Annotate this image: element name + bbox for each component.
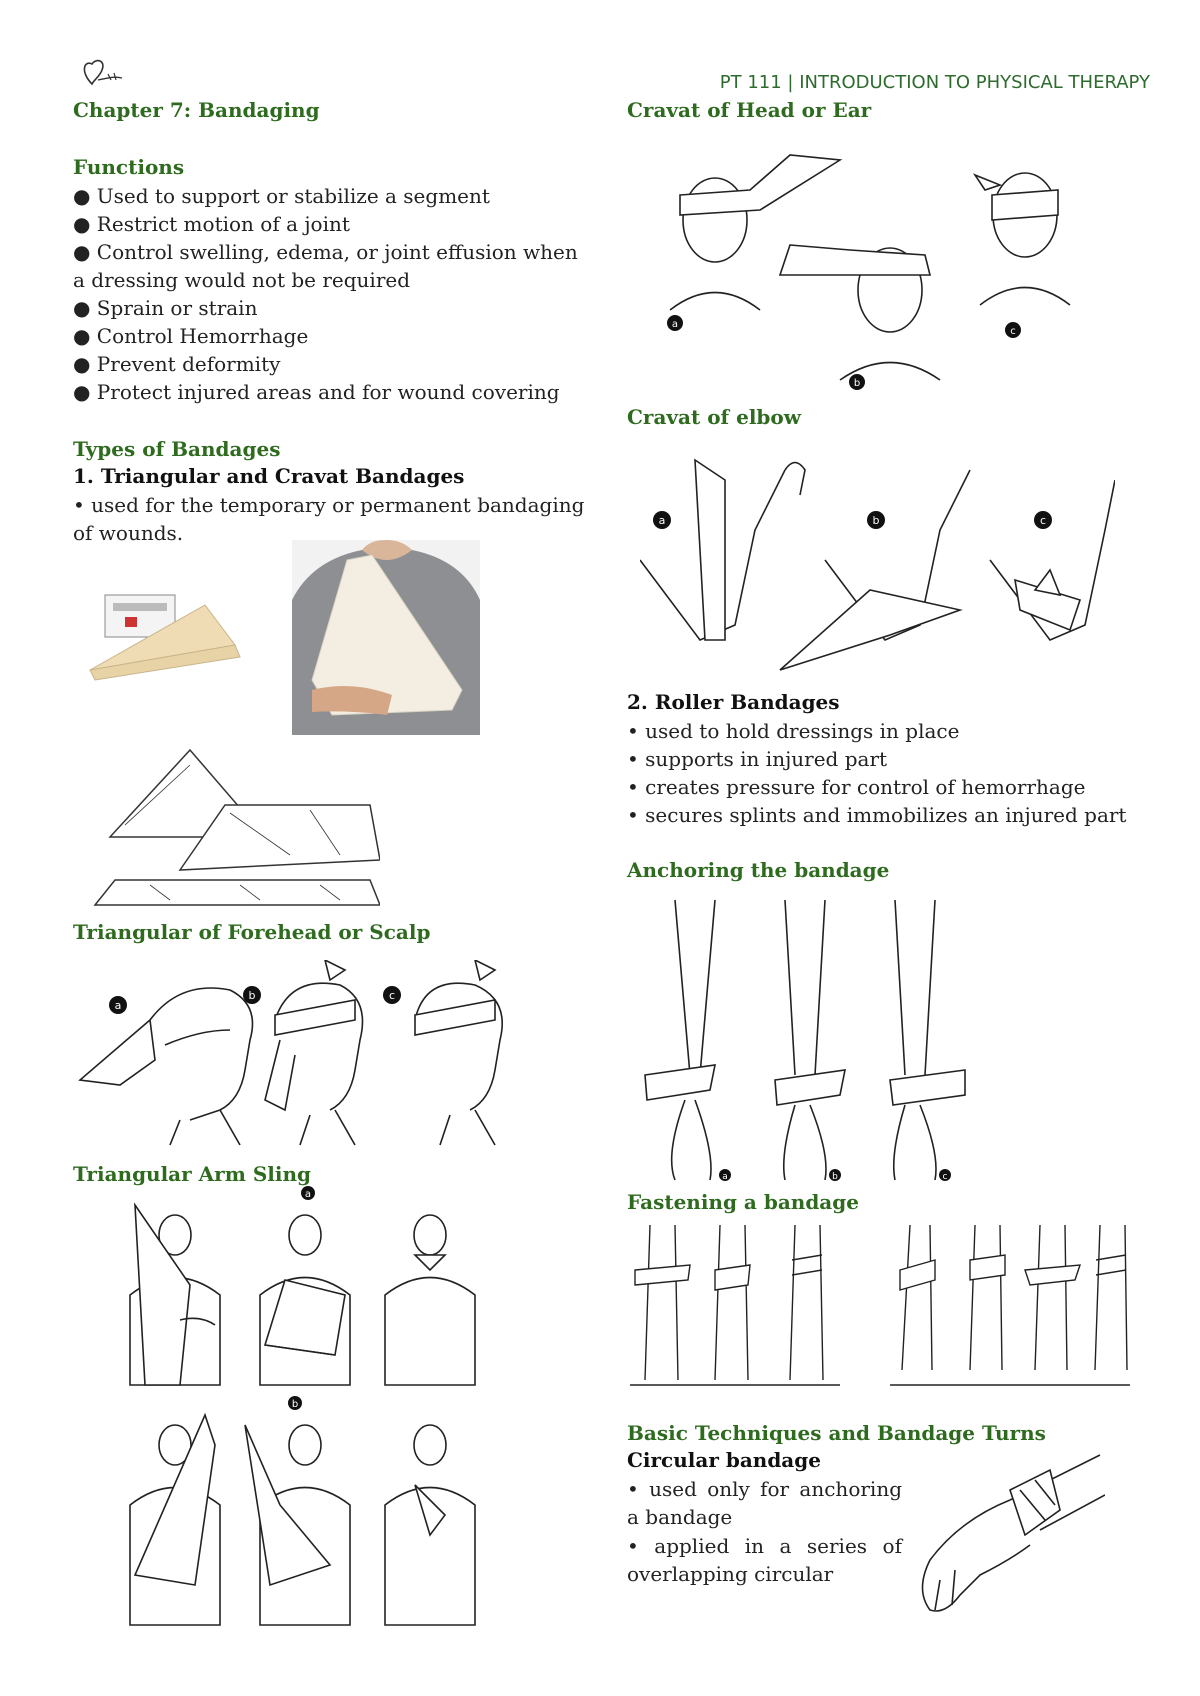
anchoring-figure [635,895,980,1185]
anchoring-heading: Anchoring the bandage [627,858,890,882]
triangle-folding-diagram [90,745,380,910]
forehead-heading: Triangular of Forehead or Scalp [73,920,431,944]
types-heading: Types of Bandages [73,437,281,461]
figure-label-b: b [872,514,880,527]
type1-title: 1. Triangular and Cravat Bandages [73,464,465,488]
arm-sling-figure [120,1185,490,1665]
list-item: ● Prevent deformity [73,352,281,376]
list-item: ● Sprain or strain [73,296,258,320]
circular-bandage-figure [910,1450,1105,1620]
list-item: ● Protect injured areas and for wound covering [73,380,560,404]
list-item: ● Used to support or stabilize a segment [73,184,490,208]
figure-label-c: c [1039,514,1047,527]
figure-label-a: a [722,1172,728,1182]
chapter-title: Chapter 7: Bandaging [73,98,320,122]
cravat-head-figure [640,135,1080,395]
list-item: • supports in injured part [627,747,888,771]
type2-title: 2. Roller Bandages [627,690,840,714]
functions-heading: Functions [73,155,185,179]
figure-label-a: a [671,319,679,330]
figure-label-c: c [942,1172,948,1182]
figure-label-a: a [114,999,122,1012]
fastening-heading: Fastening a bandage [627,1190,859,1214]
figure-label-c: c [388,989,396,1002]
arm-sling-photo [292,540,480,735]
list-item: • used to hold dressings in place [627,719,960,743]
course-header: PT 111 | INTRODUCTION TO PHYSICAL THERAPY [719,72,1150,93]
list-item: ● Restrict motion of a joint [73,212,350,236]
list-item: ● Control Hemorrhage [73,324,309,348]
type1-text: • used for the temporary or permanent bandaging of wounds. [73,493,585,545]
techniques-heading: Basic Techniques and Bandage Turns [627,1421,1046,1445]
list-item: • creates pressure for control of hemorrhage [627,775,1086,799]
figure-label-b: b [248,989,256,1002]
fastening-figure [630,1220,1130,1390]
sling-heading: Triangular Arm Sling [73,1162,311,1186]
list-item: • secures splints and immobilizes an injured part [627,803,1127,827]
figure-label-a: a [658,514,666,527]
functions-list [73,182,593,406]
figure-label-b: b [832,1172,838,1182]
circular-title: Circular bandage [627,1448,821,1472]
figure-label-b: b [291,1399,299,1410]
type2-list [627,717,1147,829]
list-item: ● Control swelling, edema, or joint effusion when a dressing would not be required [73,240,578,292]
logo-icon [78,54,128,90]
forehead-bandage-figure [70,960,520,1150]
cravat-elbow-heading: Cravat of elbow [627,405,801,429]
cravat-head-heading: Cravat of Head or Ear [627,98,872,122]
circular-text-1: • used only for anchoring a bandage [627,1477,902,1529]
figure-label-b: b [853,378,861,389]
triangular-bandage-package-image [85,585,250,695]
cravat-elbow-figure [640,440,1115,685]
figure-label-a: a [304,1189,312,1200]
figure-label-c: c [1010,326,1016,337]
circular-text-2: • applied in a series of overlapping circular [627,1534,902,1586]
